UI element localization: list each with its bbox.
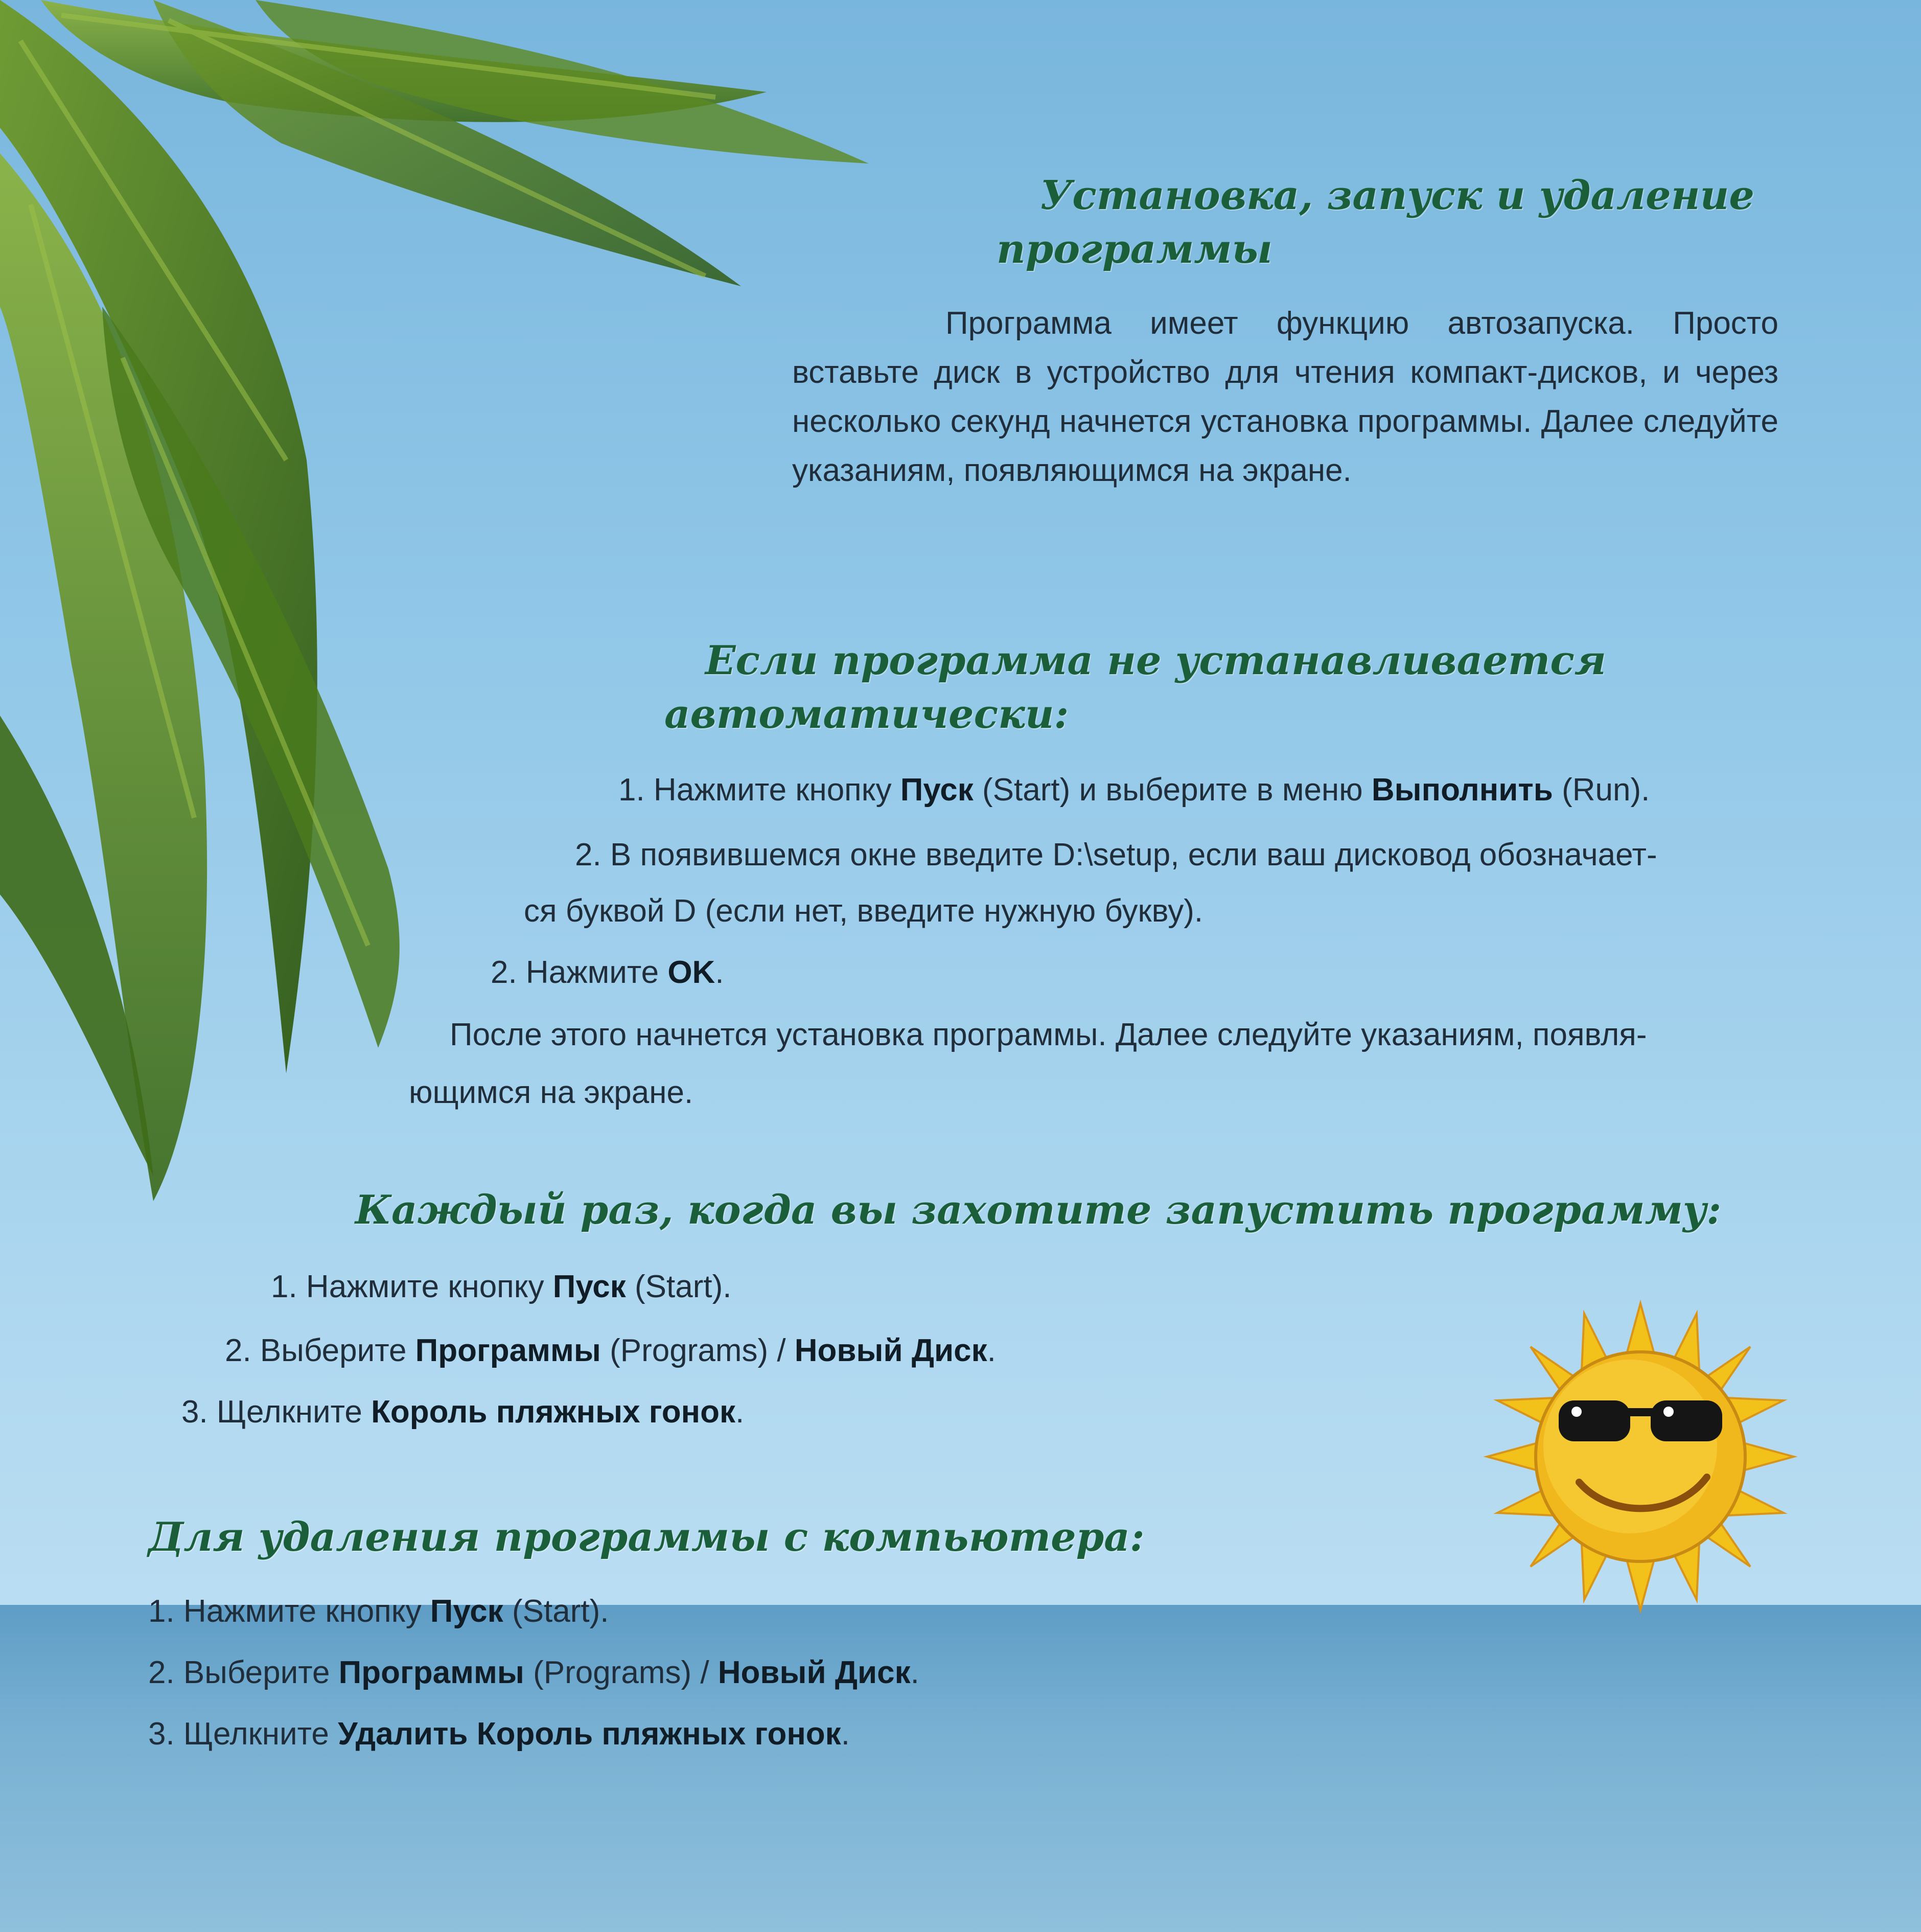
manual-step-2-line2: ся буквой D (если нет, введите нужную букву). [524, 893, 1203, 929]
uninstall-step-3: 3. Щелкните Удалить Король пляжных гонок. [148, 1716, 850, 1752]
section-install-heading-line1: Установка, запуск и удаление [1040, 172, 1754, 219]
uninstall-step-2: 2. Выберите Программы (Programs) / Новый Диск. [148, 1655, 919, 1690]
launch-step-3: 3. Щелкните Король пляжных гонок. [181, 1394, 745, 1430]
manual-step-1: 1. Нажмите кнопку Пуск (Start) и выберите в меню Выполнить (Run). [618, 772, 1650, 808]
section-uninstall-heading: Для удаления программы с компьютера: [148, 1514, 1145, 1560]
sun-with-sunglasses-illustration [1482, 1298, 1799, 1615]
section-manual-install-heading-line1: Если программа не устанавливается [705, 637, 1606, 684]
launch-step-1: 1. Нажмите кнопку Пуск (Start). [271, 1269, 732, 1304]
launch-step-2: 2. Выберите Программы (Programs) / Новый Диск. [225, 1333, 996, 1368]
section-launch-heading: Каждый раз, когда вы захотите запустить программу: [355, 1187, 1722, 1233]
autorun-paragraph: Программа имеет функцию автозапуска. Просто вставьте диск в устройство для чтения компакт-дисков, и через несколько секунд начнется установка программы. Далее следуйте указаниям, появляющимся на экране. [792, 306, 1778, 488]
section-manual-install-heading-line2: автоматически: [664, 691, 1069, 738]
uninstall-step-1: 1. Нажмите кнопку Пуск (Start). [148, 1594, 609, 1629]
section-install-heading-line2: программы [997, 226, 1272, 272]
manual-step-3: 2. Нажмите OK. [491, 955, 724, 990]
manual-after-line2: ющимся на экране. [409, 1075, 693, 1110]
manual-step-2-line1: 2. В появившемся окне введите D:\setup, если ваш дисковод обозначает- [575, 837, 1657, 872]
manual-after-line1: После этого начнется установка программы. Далее следуйте указаниям, появля- [450, 1017, 1647, 1052]
